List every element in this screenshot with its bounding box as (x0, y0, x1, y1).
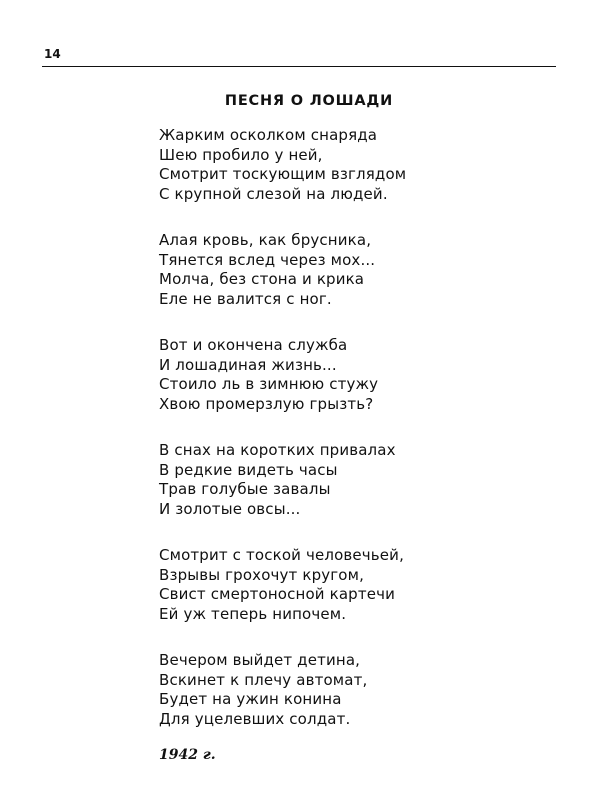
stanza-5 (159, 546, 406, 624)
stanza-4 (159, 441, 406, 519)
poem-line: Смотрит тоскующим взглядом (159, 165, 407, 183)
poem-line: Тянется вслед через мох... (159, 250, 376, 269)
poem-line: И лошадиная жизнь... (159, 355, 337, 374)
poem-line: Трав голубые завалы (159, 480, 331, 498)
poem-line: Ей уж теперь нипочем. (159, 604, 347, 623)
poem-body (159, 126, 406, 756)
stanza-1 (159, 126, 406, 204)
poem-line: И золотые овсы... (159, 499, 301, 518)
poem-line: Вечером выйдет детина, (159, 651, 361, 669)
poem-date: 1942 г. (159, 747, 216, 763)
poem-line: Для уцелевших солдат. (159, 709, 351, 728)
poem-line: С крупной слезой на людей. (159, 184, 388, 203)
poem-line: Алая кровь, как брусника, (159, 231, 372, 249)
poem-line: Будет на ужин конина (159, 690, 342, 708)
poem-line: Взрывы грохочут кругом, (159, 565, 365, 584)
poem-line: В снах на коротких привалах (159, 441, 396, 459)
stanza-3 (159, 336, 406, 414)
page-number: 14 (44, 47, 61, 61)
poem-title: ПЕСНЯ О ЛОШАДИ (224, 93, 394, 109)
poem-line: Хвою промерзлую грызть? (159, 394, 374, 413)
poem-line: Жарким осколком снаряда (159, 126, 378, 144)
poem-line: Вскинет к плечу автомат, (159, 670, 368, 689)
poem-line: Свист смертоносной картечи (159, 585, 396, 603)
poem-line: Стоило ль в зимнюю стужу (159, 375, 379, 393)
poem-line: Молча, без стона и крика (159, 270, 365, 288)
poem-line: Смотрит с тоской человечьей, (159, 546, 404, 564)
stanza-2 (159, 231, 406, 309)
header-rule (42, 66, 556, 67)
poem-line: В редкие видеть часы (159, 460, 338, 479)
stanza-6 (159, 651, 406, 729)
poem-line: Еле не валится с ног. (159, 289, 332, 308)
poem-line: Шею пробило у ней, (159, 145, 323, 164)
poem-line: Вот и окончена служба (159, 336, 348, 354)
